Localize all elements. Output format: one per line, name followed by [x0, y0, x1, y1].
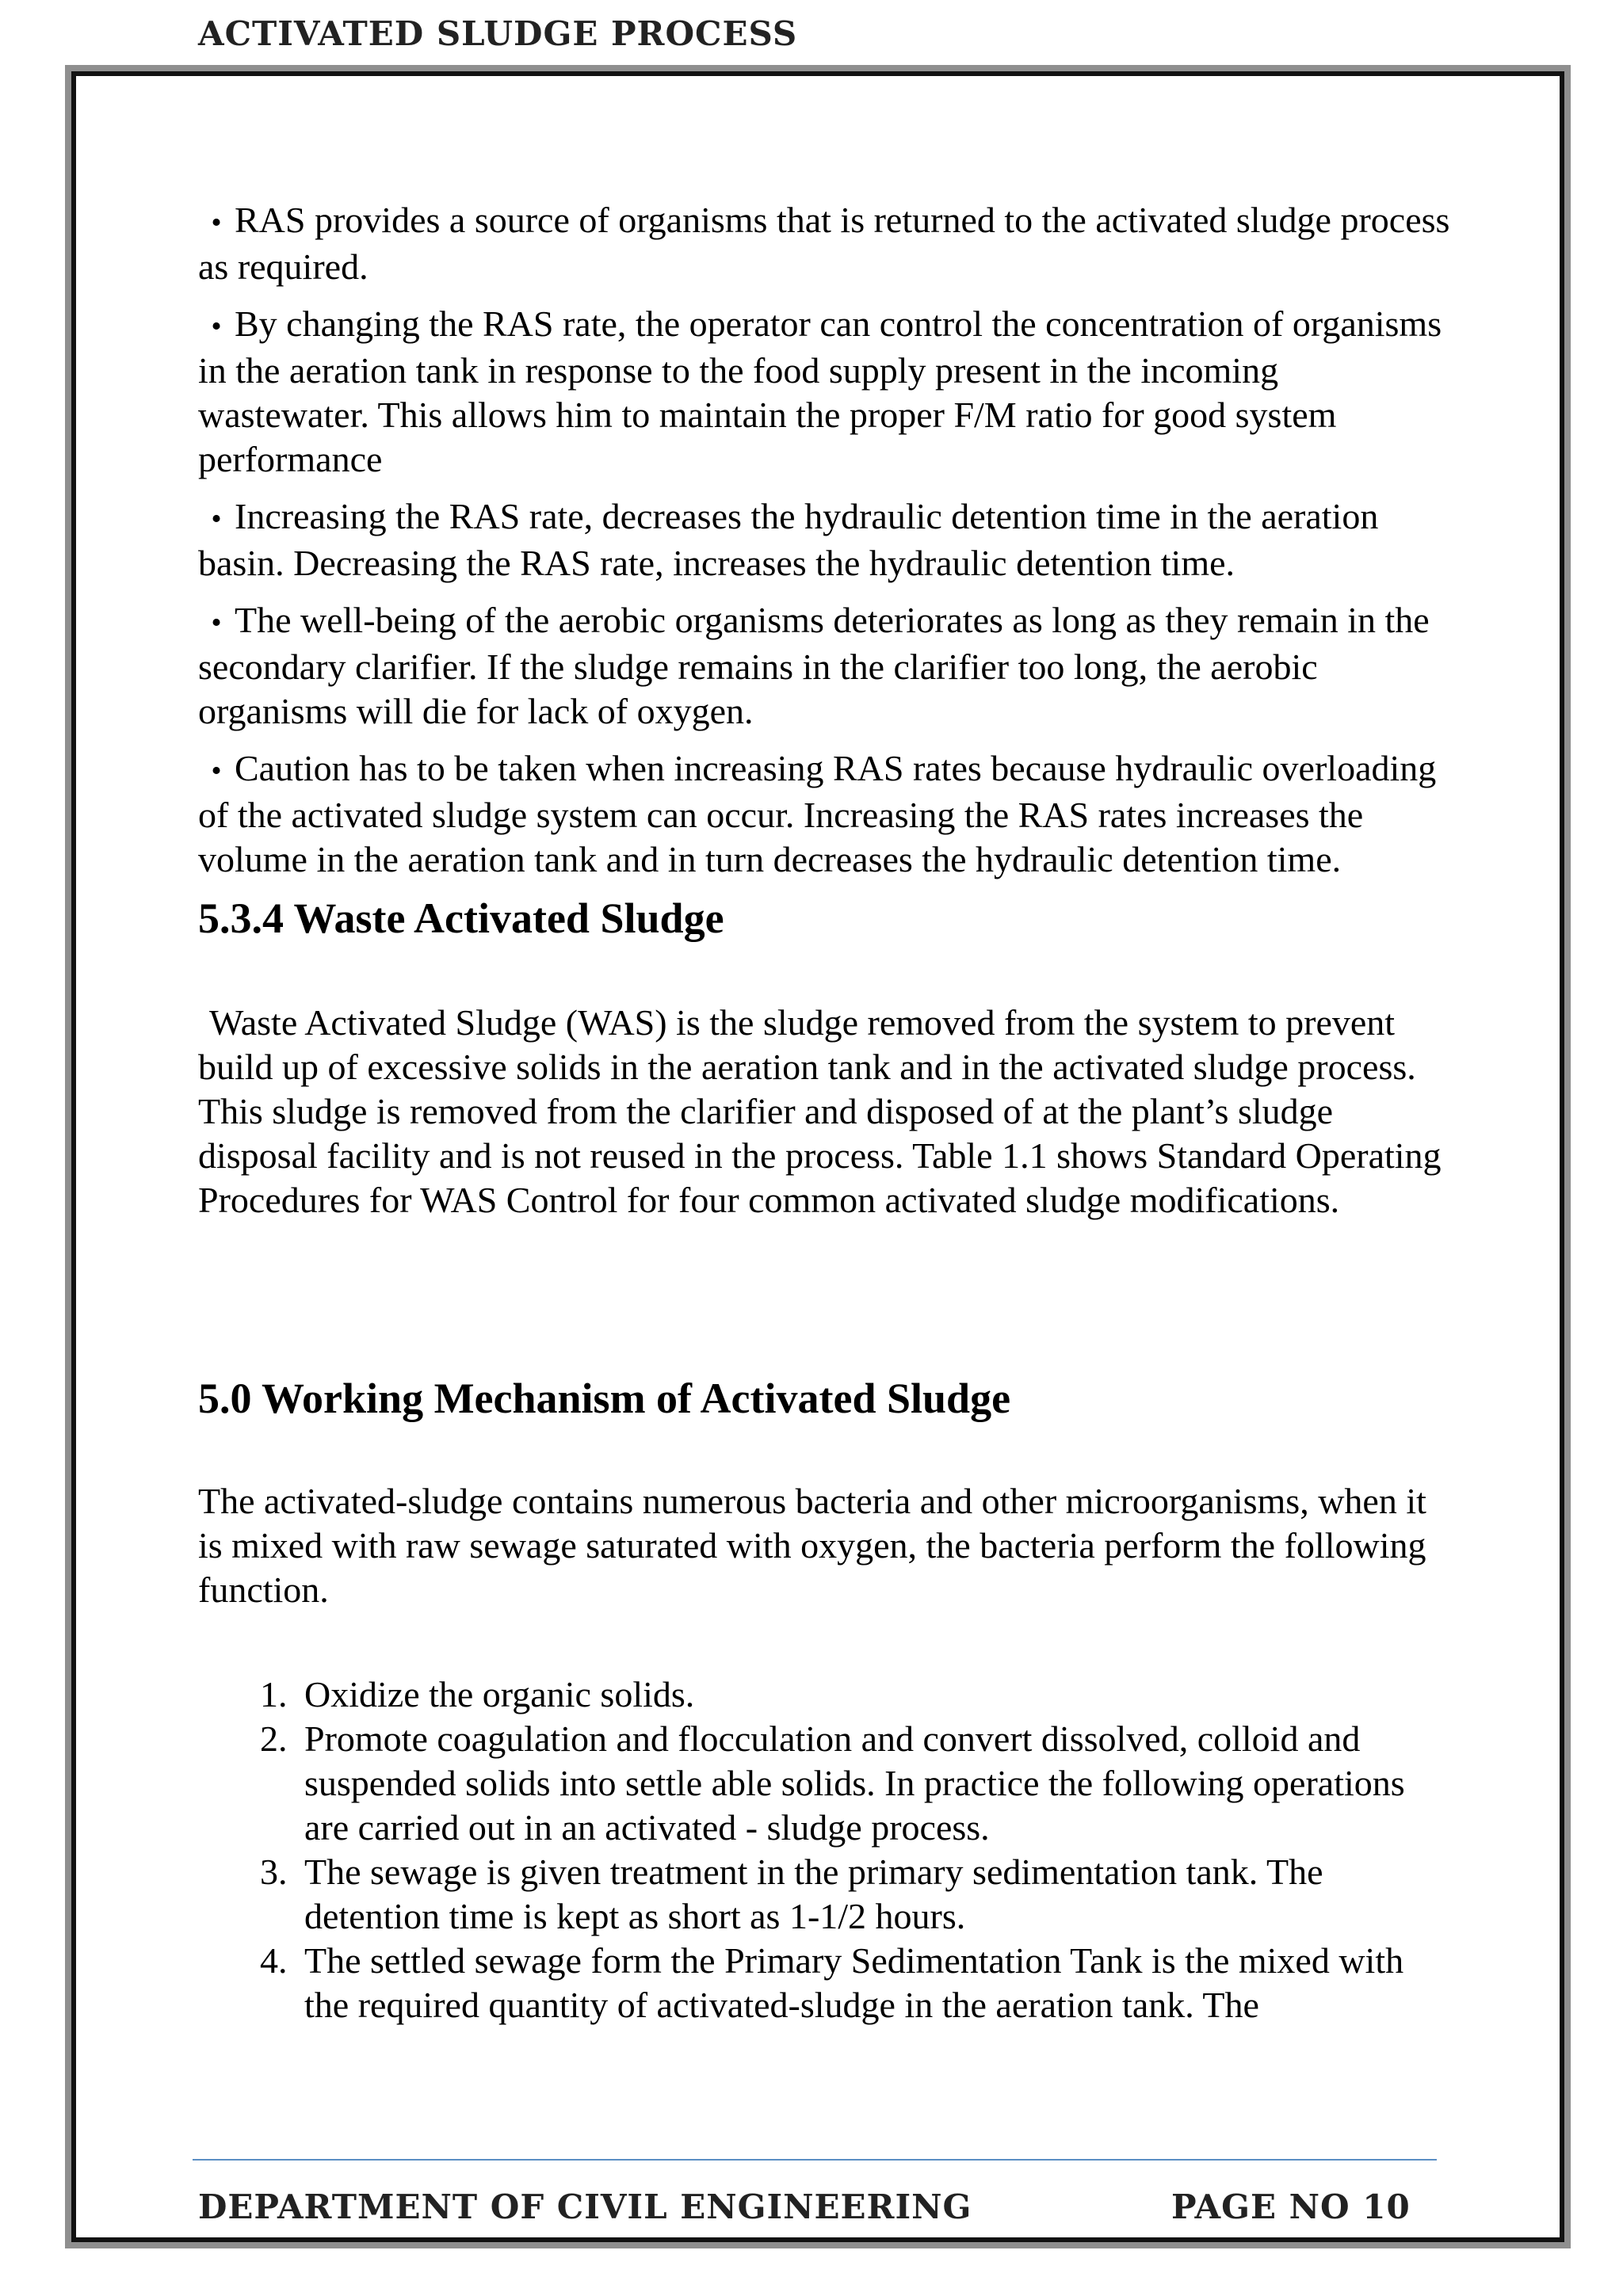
footer-page-number: PAGE NO 10 [1171, 2187, 1411, 2226]
list-item: 1. Oxidize the organic solids. [296, 1672, 1450, 1717]
list-item: 2. Promote coagulation and flocculation and convert dissolved, colloid and suspended solids into settle able solids. In practice the following operations are carried out in an activated - sludge process. [296, 1717, 1450, 1850]
bullet-icon: • [211, 502, 222, 536]
bullet-icon: • [211, 606, 222, 639]
bullet-item [198, 598, 1450, 734]
paragraph-was: Waste Activated Sludge (WAS) is the sludge removed from the system to prevent build up of excessive solids in the aeration tank and in the activated sludge process. This sludge is removed from the clarifier and disposed of at the plant’s sludge disposal facility and is not reused in the process. Table 1.1 shows Standard Operating Procedures for WAS Control for four common activated sludge modifications. [198, 1002, 1442, 1220]
footer-divider [193, 2159, 1437, 2161]
bullet-text: The well-being of the aerobic organisms deteriorates as long as they remain in the secondary clarifier. If the sludge remains in the clarifier too long, the aerobic organisms will die for lack of oxygen. [198, 600, 1430, 731]
footer-department: DEPARTMENT OF CIVIL ENGINEERING [198, 2187, 972, 2226]
page-content [198, 198, 1450, 2027]
bullet-text: Caution has to be taken when increasing RAS rates because hydraulic overloading of the activated sludge system can occur. Increasing the RAS rates increases the volume in the aeration tank and in turn decreases the hydraulic detention time. [198, 748, 1437, 879]
bullet-text: RAS provides a source of organisms that is returned to the activated sludge process as required. [198, 200, 1450, 287]
running-header: ACTIVATED SLUDGE PROCESS [198, 14, 798, 53]
list-item: 3. The sewage is given treatment in the primary sedimentation tank. The detention time is kept as short as 1-1/2 hours. [296, 1850, 1450, 1939]
bullet-item [198, 494, 1450, 585]
numbered-list [198, 1672, 1450, 2027]
paragraph-mechanism: The activated-sludge contains numerous bacteria and other microorganisms, when it is mixed with raw sewage saturated with oxygen, the bacteria perform the following function. [198, 1481, 1426, 1610]
bullet-item [198, 302, 1450, 482]
bullet-text: By changing the RAS rate, the operator can control the concentration of organisms in the aeration tank in response to the food supply present in the incoming wastewater. This allows him to maintain the proper F/M ratio for good system performance [198, 303, 1442, 479]
bullet-item [198, 198, 1450, 289]
bullet-icon: • [211, 206, 222, 239]
section-heading-working-mechanism: 5.0 Working Mechanism of Activated Sludge [198, 1375, 1011, 1422]
list-item: 4. The settled sewage form the Primary Sedimentation Tank is the mixed with the required quantity of activated-sludge in the aeration tank. The [296, 1939, 1450, 2027]
bullet-item [198, 746, 1450, 882]
bullet-icon: • [211, 310, 222, 343]
bullet-icon: • [211, 754, 222, 788]
section-heading-waste-activated-sludge: 5.3.4 Waste Activated Sludge [198, 894, 724, 942]
bullet-text: Increasing the RAS rate, decreases the hydraulic detention time in the aeration basin. Decreasing the RAS rate, increases the hydraulic detention time. [198, 496, 1379, 583]
